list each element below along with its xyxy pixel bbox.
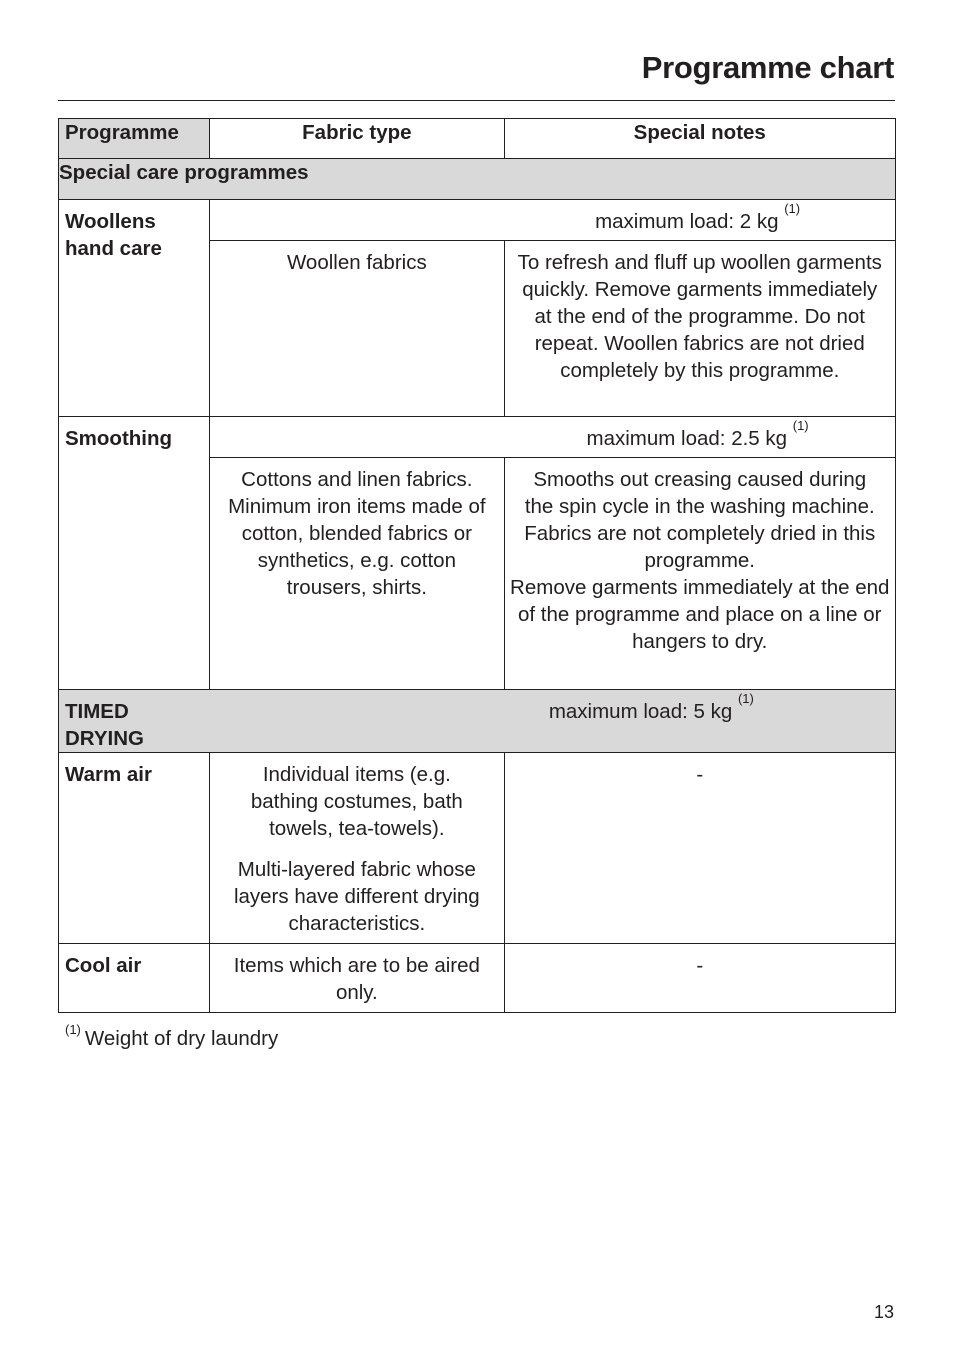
fabric-type-cool-air: Items which are to be aired only.: [210, 944, 504, 1013]
header-fabric-type: Fabric type: [210, 119, 504, 159]
footnote-marker: (1): [65, 1022, 81, 1037]
footnote-text: Weight of dry laundry: [84, 1027, 279, 1050]
table-row: [59, 200, 896, 241]
max-load-smoothing: [210, 417, 896, 458]
title-divider: [58, 100, 895, 101]
fabric-type-smoothing: Cottons and linen fabrics. Minimum iron items made of cotton, blended fabrics or synthetics, e.g. cotton trousers, shirts.: [210, 458, 504, 690]
section-row-special-care: [59, 159, 896, 200]
max-load-woollens: [210, 200, 896, 241]
programme-name-woollens: [59, 200, 210, 417]
special-notes-woollens: To refresh and fluff up woollen garments quickly. Remove garments immediately at the end of the programme. Do not repeat. Woollen fabrics are not dried completely by this programme.: [504, 241, 895, 417]
fabric-paragraph: Multi-layered fabric whose layers have different drying characteristics.: [233, 858, 480, 935]
max-load-text: maximum load: 2.5 kg: [586, 427, 788, 450]
max-load-text: maximum load: 5 kg: [548, 700, 733, 723]
programme-name-cool-air: Cool air: [59, 944, 210, 1013]
fabric-type-warm-air: [210, 753, 504, 944]
table-row: [59, 944, 896, 1013]
max-load-text: maximum load: 2 kg: [595, 210, 779, 233]
table-header-row: [59, 119, 896, 159]
page-number: 13: [873, 1302, 894, 1322]
header-special-notes: Special notes: [504, 119, 895, 159]
table-row: [59, 753, 896, 944]
table-row: [59, 417, 896, 458]
fabric-paragraph: Individual items (e.g. bathing costumes, bath towels, tea-towels).: [250, 763, 463, 840]
notes-paragraph: Smooths out creasing caused during the spin cycle in the washing machine.: [524, 468, 875, 518]
notes-paragraph: Remove garments immediately at the end of the programme and place on a line or hangers to dry.: [510, 576, 890, 653]
section-label-special-care: Special care programmes: [59, 159, 896, 200]
programme-chart-table: [58, 118, 896, 1013]
section-label-timed-drying: TIMED DRYING: [59, 690, 210, 753]
special-notes-cool-air: -: [504, 944, 895, 1013]
programme-name-smoothing: Smoothing: [59, 417, 210, 690]
programme-name-warm-air: Warm air: [59, 753, 210, 944]
max-load-timed-drying: [210, 690, 896, 753]
footnote: [65, 1022, 279, 1051]
special-notes-smoothing: [504, 458, 895, 690]
programme-name-text: Woollens hand care: [65, 210, 162, 260]
special-notes-warm-air: -: [504, 753, 895, 944]
page-title: Programme chart: [641, 50, 894, 85]
header-programme: Programme: [59, 119, 210, 159]
fabric-type-woollens: Woollen fabrics: [210, 241, 504, 417]
footnote-ref: (1): [784, 201, 801, 216]
footnote-ref: (1): [792, 418, 809, 433]
notes-paragraph: Fabrics are not completely dried in this programme.: [524, 522, 876, 572]
footnote-ref: (1): [737, 691, 754, 706]
section-row-timed-drying: [59, 690, 896, 753]
